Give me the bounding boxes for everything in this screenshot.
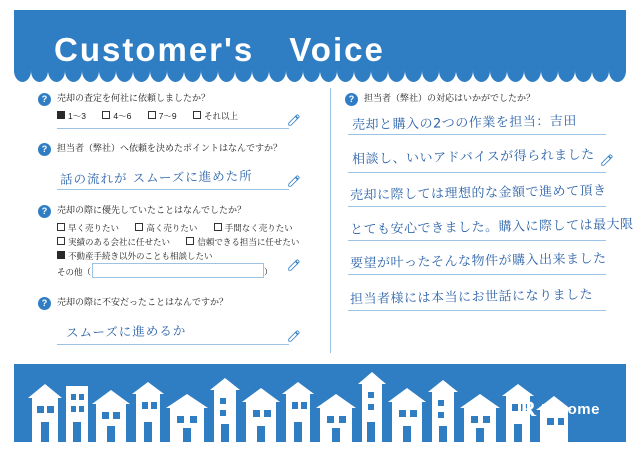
handwritten-line-5: 要望が叶ったそんな物件が購入出来ました — [349, 251, 607, 272]
checkbox-icon[interactable] — [102, 111, 110, 119]
window-shape — [292, 402, 298, 409]
window-shape — [71, 406, 76, 412]
window-shape — [339, 416, 346, 423]
window-shape — [220, 398, 226, 404]
choice-option[interactable] — [57, 237, 170, 247]
brand-logo — [520, 398, 600, 420]
window-shape — [113, 412, 120, 419]
door-shape — [107, 426, 115, 442]
header-banner — [14, 10, 626, 70]
town-illustration-band — [14, 364, 626, 442]
door-shape — [476, 428, 484, 442]
door-shape — [332, 428, 340, 442]
window-shape — [253, 410, 260, 417]
handwritten-answer-4: スムーズに進めるか — [65, 322, 187, 341]
answer-rule-1 — [57, 128, 289, 129]
question-text-3: 売却の際に優先していたことはなんでしたか？ — [57, 205, 247, 215]
question-row-right — [345, 92, 535, 106]
question-icon: ? — [38, 297, 51, 310]
door-shape — [183, 428, 191, 442]
window-shape — [142, 402, 148, 409]
question-row-3 — [38, 204, 246, 218]
window-shape — [327, 416, 334, 423]
handwritten-line-1: 売却と購入の2つの作業を担当：吉田 — [351, 113, 577, 134]
door-shape — [439, 426, 447, 442]
handwritten-line-6: 担当者様には本当にお世話になりました — [349, 287, 594, 308]
window-shape — [71, 394, 76, 400]
window-shape — [512, 404, 518, 411]
roof-shape — [358, 372, 386, 384]
door-shape — [144, 422, 152, 442]
window-shape — [368, 392, 374, 398]
checkbox-icon[interactable] — [214, 223, 222, 231]
choice-label: 不動産手続き以外のことも相談したい — [68, 251, 213, 261]
window-shape — [190, 416, 197, 423]
roof-shape — [282, 382, 314, 394]
roof-shape — [388, 388, 426, 402]
window-shape — [151, 402, 157, 409]
choice-option[interactable] — [193, 111, 238, 121]
answer-rule-r6 — [348, 310, 606, 311]
checkbox-icon[interactable] — [186, 237, 194, 245]
door-shape — [514, 424, 522, 442]
window-shape — [301, 402, 307, 409]
choice-option[interactable] — [135, 223, 197, 233]
other-close-paren: ） — [264, 267, 273, 277]
answer-rule-4 — [57, 344, 289, 345]
roof-shape — [242, 388, 280, 402]
handwritten-line-3: 売却に際しては理想的な金額で進めて頂き — [349, 183, 607, 204]
answer-rule-r3 — [348, 206, 606, 207]
window-shape — [483, 416, 490, 423]
door-shape — [73, 422, 81, 442]
other-input[interactable] — [92, 263, 264, 278]
window-shape — [220, 410, 226, 416]
question-row-1 — [38, 92, 210, 106]
logo-text: R-home — [541, 400, 600, 418]
pencil-icon[interactable] — [287, 258, 301, 272]
checkbox-icon[interactable] — [193, 111, 201, 119]
roof-shape — [460, 394, 500, 408]
pencil-icon[interactable] — [287, 113, 301, 127]
checkbox-icon[interactable] — [57, 251, 65, 259]
pencil-icon[interactable] — [287, 174, 301, 188]
choice-option[interactable] — [186, 237, 299, 247]
checkbox-icon[interactable] — [57, 223, 65, 231]
choice-label: 1～3 — [68, 111, 86, 121]
choice-option[interactable] — [148, 111, 177, 121]
door-shape — [403, 426, 411, 442]
roof-shape — [28, 384, 62, 398]
choice-label: 7～9 — [158, 111, 177, 121]
banner-scallop-edge — [14, 70, 626, 82]
window-shape — [438, 400, 444, 406]
question-icon: ? — [345, 93, 358, 106]
checkbox-icon[interactable] — [57, 111, 65, 119]
window-shape — [177, 416, 184, 423]
window-shape — [264, 410, 271, 417]
roof-shape — [428, 380, 458, 392]
logo-mark-icon: R — [520, 396, 537, 421]
choice-label: 早く売りたい — [68, 223, 120, 233]
roof-shape — [132, 382, 164, 394]
window-shape — [37, 406, 44, 413]
question-row-2 — [38, 142, 282, 156]
roof-shape — [166, 394, 208, 408]
choices-group-3-row-2 — [57, 236, 299, 249]
choices-group-3-row-3 — [57, 250, 213, 263]
handwritten-line-4: とても安心できました。購入に際しては最大限 — [349, 217, 634, 238]
question-text-4: 売却の際に不安だったことはなんですか？ — [57, 297, 229, 307]
window-shape — [102, 412, 109, 419]
roof-shape — [210, 378, 240, 390]
door-shape — [41, 422, 49, 442]
other-label: その他（ — [57, 267, 92, 277]
choice-label: 手間なく売りたい — [224, 223, 293, 233]
question-row-4 — [38, 296, 228, 310]
question-text-right: 担当者（弊社）の対応はいかがでしたか？ — [364, 93, 536, 103]
question-text-2: 担当者（弊社）へ依頼を決めたポイントはなんですか？ — [57, 143, 283, 153]
choice-label: 高く売りたい — [146, 223, 198, 233]
column-divider — [330, 88, 331, 353]
window-shape — [438, 412, 444, 418]
checkbox-icon[interactable] — [135, 223, 143, 231]
door-shape — [367, 422, 375, 442]
answer-rule-r1 — [348, 134, 606, 135]
door-shape — [257, 426, 265, 442]
window-shape — [79, 406, 84, 412]
window-shape — [368, 404, 374, 410]
window-shape — [79, 394, 84, 400]
window-shape — [47, 406, 54, 413]
checkbox-icon[interactable] — [148, 111, 156, 119]
answer-rule-2 — [57, 189, 289, 190]
window-shape — [399, 410, 406, 417]
handwritten-line-2: 相談し、いいアドバイスが得られました — [351, 147, 595, 168]
door-shape — [221, 424, 229, 442]
choices-group-3-row-1 — [57, 222, 293, 235]
checkbox-icon[interactable] — [57, 237, 65, 245]
choice-option[interactable] — [102, 111, 131, 121]
question-text-1: 売却の査定を何社に依頼しましたか？ — [57, 93, 211, 103]
roof-shape — [316, 394, 356, 408]
window-shape — [410, 410, 417, 417]
choice-label: それ以上 — [204, 111, 239, 121]
roof-shape — [92, 390, 130, 404]
choice-option[interactable] — [57, 223, 119, 233]
window-shape — [471, 416, 478, 423]
choice-label: 実績のある会社に任せたい — [68, 237, 171, 247]
choices-group-1 — [57, 110, 238, 123]
page-title: Customer's Voice — [54, 31, 385, 68]
choice-label: 4～6 — [113, 111, 132, 121]
question-icon: ? — [38, 93, 51, 106]
door-shape — [294, 422, 302, 442]
handwritten-answer-2: 話の流れが スムーズに進めた所 — [59, 168, 253, 187]
answer-rule-r2 — [348, 172, 606, 173]
pencil-icon[interactable] — [600, 153, 614, 167]
question-icon: ? — [38, 205, 51, 218]
choice-option[interactable] — [214, 223, 293, 233]
choice-option[interactable] — [57, 251, 213, 261]
pencil-icon[interactable] — [287, 329, 301, 343]
roof-shape — [502, 384, 534, 396]
question-icon: ? — [38, 143, 51, 156]
choice-option[interactable] — [57, 111, 86, 121]
choice-label: 信頼できる担当に任せたい — [197, 237, 300, 247]
answer-rule-r4 — [348, 240, 606, 241]
answer-rule-r5 — [348, 274, 606, 275]
